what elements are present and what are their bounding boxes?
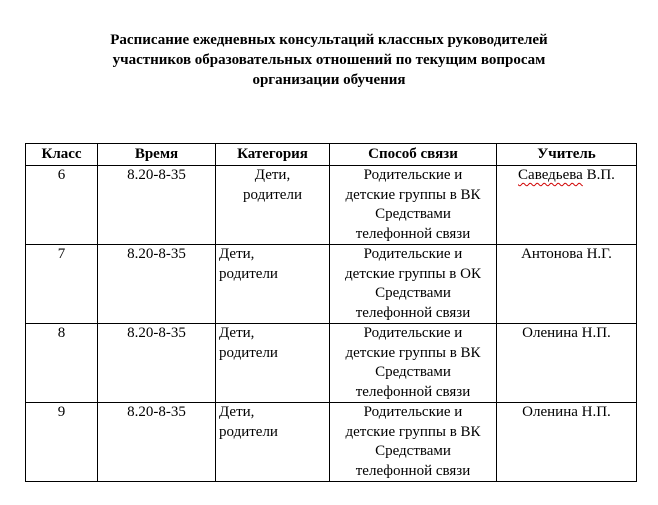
contact-line: детские группы в ВК [345,186,481,203]
cell-teacher: Оленина Н.П. [497,403,637,482]
category-line: Дети, [219,404,255,420]
cell-time: 8.20-8-35 [98,166,216,245]
title-line: организации обучения [252,72,406,88]
contact-line: детские группы в ВК [345,423,481,440]
category-line: Дети, [254,167,291,183]
column-header-contact: Способ связи [330,144,497,166]
cell-contact [330,245,497,324]
cell-class: 8 [26,324,98,403]
contact-line: Родительские и [363,167,463,183]
contact-line: Родительские и [363,325,463,341]
contact-line: Родительские и [363,246,463,262]
contact-line: Родительские и [363,404,463,420]
table-row [26,403,637,482]
cell-category [216,166,330,245]
schedule-table [25,143,637,482]
contact-line: телефонной связи [355,383,471,400]
cell-time: 8.20-8-35 [98,403,216,482]
category-line: Дети, [219,325,255,341]
cell-category [216,245,330,324]
column-header-class: Класс [26,144,98,166]
contact-line: детские группы в ВК [345,344,481,361]
table-header-row [26,144,637,166]
cell-category [216,324,330,403]
column-header-time: Время [98,144,216,166]
category-line: родители [219,265,278,282]
cell-class: 6 [26,166,98,245]
cell-contact [330,324,497,403]
contact-line: Средствами [375,364,451,380]
table-row [26,245,637,324]
cell-teacher: Оленина Н.П. [497,324,637,403]
category-line: родители [219,344,278,361]
cell-class: 9 [26,403,98,482]
teacher-initials: В.П. [582,167,615,183]
contact-line: телефонной связи [355,225,471,242]
cell-contact [330,403,497,482]
contact-line: детские группы в ОК [345,265,481,282]
cell-class: 7 [26,245,98,324]
contact-line: телефонной связи [355,462,471,479]
contact-line: Средствами [375,285,451,301]
cell-teacher [497,166,637,245]
contact-line: Средствами [375,206,451,222]
teacher-surname: Саведьева [518,167,583,183]
column-header-category: Категория [216,144,330,166]
category-line: родители [243,186,302,203]
cell-time: 8.20-8-35 [98,324,216,403]
column-header-teacher: Учитель [497,144,637,166]
category-line: Дети, [219,246,255,262]
contact-line: телефонной связи [355,304,471,321]
table-row [26,166,637,245]
cell-teacher: Антонова Н.Г. [497,245,637,324]
document-title [0,30,658,90]
cell-category [216,403,330,482]
category-line: родители [219,423,278,440]
contact-line: Средствами [375,443,451,459]
table-row [26,324,637,403]
title-line: Расписание ежедневных консультаций классных руководителей [110,32,548,48]
cell-time: 8.20-8-35 [98,245,216,324]
cell-contact [330,166,497,245]
title-line: участников образовательных отношений по текущим вопросам [112,52,546,68]
